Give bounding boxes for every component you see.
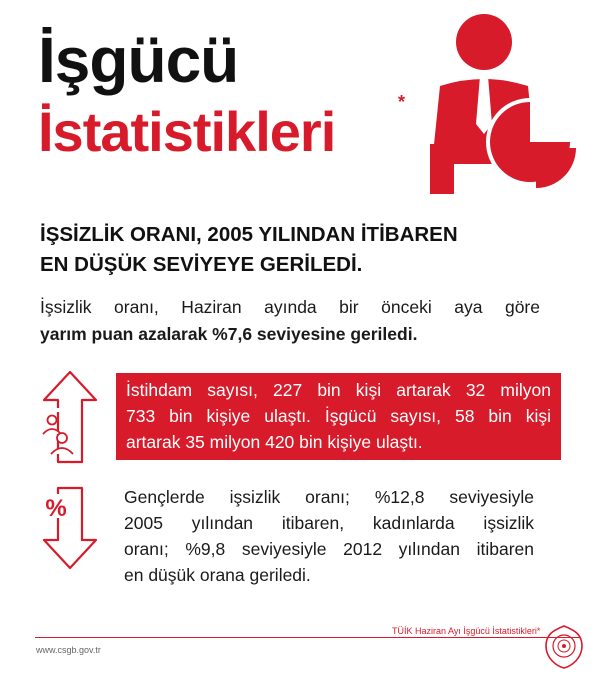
intro-line2: yarım puan azalarak %7,6 seviyesine geriledi. — [40, 324, 418, 344]
employment-box — [116, 373, 561, 460]
footer-divider — [35, 637, 580, 638]
headline-line2: EN DÜŞÜK SEVİYEYE GERİLEDİ. — [40, 253, 363, 276]
ministry-logo-icon — [544, 624, 584, 670]
youth-paragraph — [124, 484, 534, 588]
youth-line1: Gençlerde işsizlik oranı; %12,8 seviyesiyle — [124, 487, 534, 507]
title-asterisk: * — [398, 92, 406, 112]
employment-line2: 733 bin kişiye ulaştı. İşgücü sayısı, 58 bin kişi — [126, 406, 551, 426]
employment-line3: artarak 35 milyon 420 bin kişiye ulaştı. — [126, 432, 423, 452]
page-title-line1: İşgücü — [38, 24, 239, 96]
intro-line1: İşsizlik oranı, Haziran ayında bir önceki aya göre — [40, 297, 540, 317]
headline — [40, 220, 520, 280]
youth-line2: 2005 yılından itibaren, kadınlarda işsizlik — [124, 513, 534, 533]
down-arrow-percent-icon — [38, 484, 102, 572]
employment-line1: İstihdam sayısı, 227 bin kişi artarak 32 milyon — [126, 380, 551, 400]
percent-symbol: % — [45, 495, 67, 522]
footer-url[interactable]: www.csgb.gov.tr — [36, 645, 101, 655]
up-arrow-people-icon — [38, 368, 102, 466]
page-title-line2: İstatistikleri — [38, 100, 336, 163]
youth-line3: oranı; %9,8 seviyesiyle 2012 yılından itibaren — [124, 539, 534, 559]
intro-paragraph — [40, 294, 540, 348]
youth-line4: en düşük orana geriledi. — [124, 565, 311, 585]
headline-line1: İŞSİZLİK ORANI, 2005 YILINDAN İTİBAREN — [40, 223, 458, 246]
footer-source: TÜİK Haziran Ayı İşgücü İstatistikleri* — [392, 626, 541, 636]
person-chart-icon — [412, 14, 582, 204]
